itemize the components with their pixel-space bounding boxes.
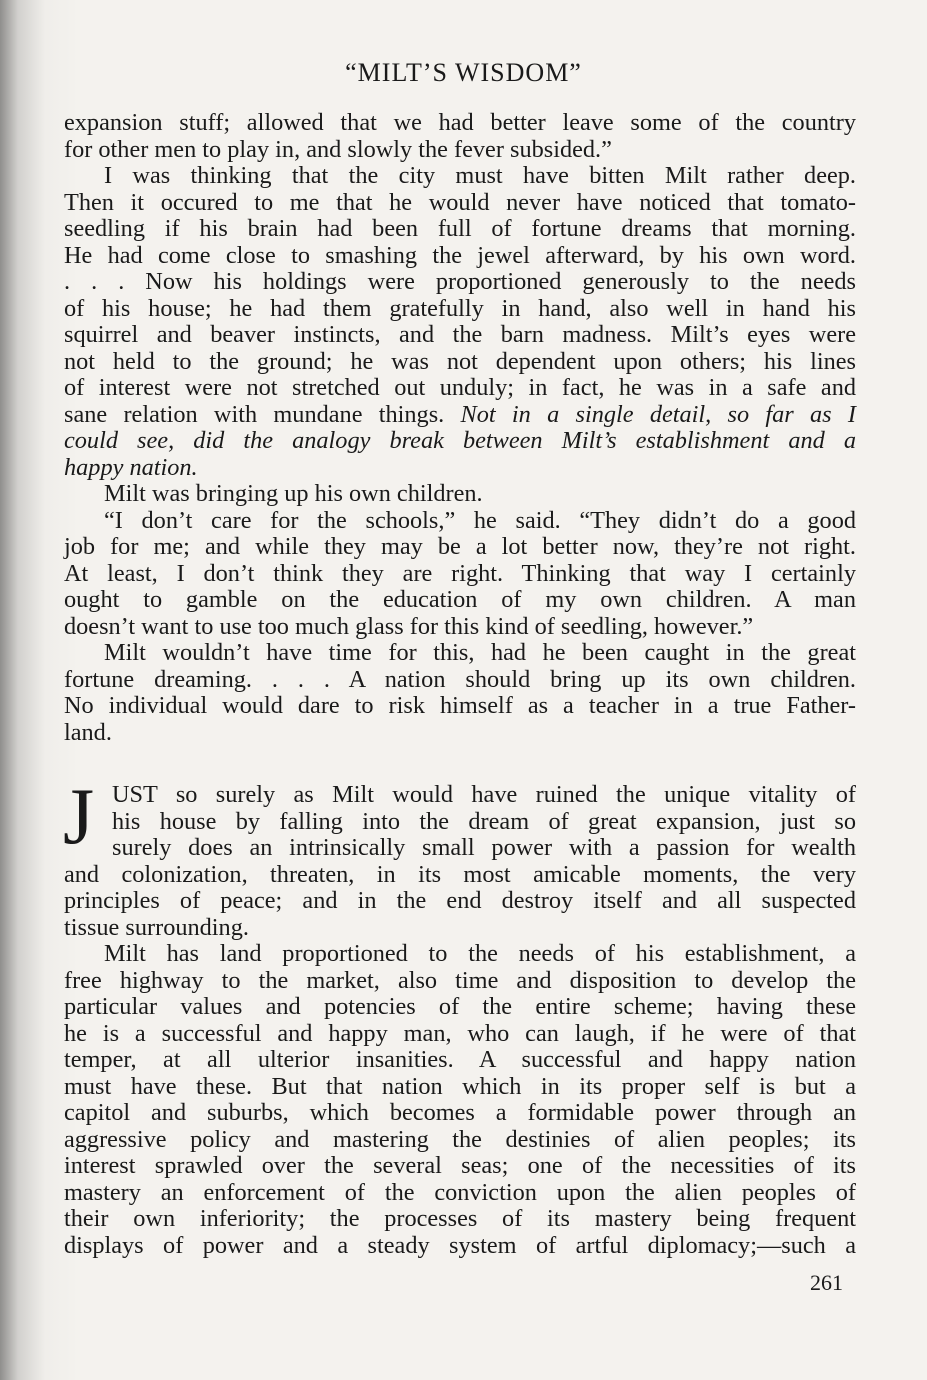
text-line (64, 402, 856, 429)
text-line: of interest were not stretched out unduly; in fact, he was in a safe and (64, 374, 856, 401)
text-line: he is a successful and happy man, who can laugh, if he were of that (64, 1019, 856, 1047)
paragraph (64, 640, 856, 746)
text-line: UST so surely as Milt would have ruined the unique vitality of (112, 781, 856, 808)
text-line: for other men to play in, and slowly the fever subsided.” (64, 135, 612, 163)
section-break (64, 746, 856, 782)
text-line: of his house; he had them gratefully in hand, also well in hand his (64, 294, 856, 322)
text-line: expansion stuff; allowed that we had better leave some of the country (64, 109, 856, 136)
text-line: free highway to the market, also time and disposition to develop the (64, 966, 856, 994)
italic-line: could see, did the analogy break between Milt’s establishment and a (64, 427, 856, 454)
text-line: “I don’t care for the schools,” he said. “They didn’t do a good (104, 506, 856, 534)
text-line: squirrel and beaver instincts, and the barn madness. Milt’s eyes were (64, 321, 856, 348)
italic-line: happy nation. (64, 453, 198, 481)
text-line: mastery an enforcement of the conviction upon the alien peoples of (64, 1178, 856, 1206)
text-line: . . . Now his holdings were proportioned generously to the needs (64, 268, 856, 295)
paragraph (64, 941, 856, 1259)
paragraph (64, 110, 856, 163)
text-line: He had come close to smashing the jewel afterward, by his own word. (64, 241, 856, 269)
text-line: seedling if his brain had been full of fortune dreams that morning. (64, 215, 856, 242)
text-line: At least, I don’t think they are right. Thinking that way I certainly (64, 559, 856, 587)
text-line: and colonization, threaten, in its most amicable moments, the very (64, 860, 856, 888)
body-text (64, 110, 856, 1259)
text-line: particular values and potencies of the entire scheme; having these (64, 993, 856, 1020)
italic-segment: Not in a single detail, so far as I (460, 400, 856, 428)
paragraph (63, 773, 856, 941)
roman-segment: sane relation with mundane things. (64, 400, 445, 428)
text-line: Milt has land proportioned to the needs of his establishment, a (104, 940, 856, 967)
paragraph (64, 508, 856, 641)
paragraph (64, 481, 856, 508)
text-line: job for me; and while they may be a lot better now, they’re not right. (64, 533, 856, 560)
text-line: principles of peace; and in the end destroy itself and all suspected (64, 887, 856, 914)
text-line: must have these. But that nation which in its proper self is but a (64, 1072, 856, 1100)
text-line: Milt was bringing up his own children. (104, 480, 483, 507)
text-line: Milt wouldn’t have time for this, had he been caught in the great (104, 639, 856, 666)
text-line: ought to gamble on the education of my own children. A man (64, 586, 856, 613)
text-line: No individual would dare to risk himself as a teacher in a true Father- (64, 692, 856, 719)
text-line: surely does an intrinsically small power with a passion for wealth (112, 834, 856, 861)
text-line: tissue surrounding. (64, 913, 249, 941)
text-line: fortune dreaming. . . . A nation should bring up its own children. (64, 665, 856, 693)
text-line: not held to the ground; he was not dependent upon others; his lines (64, 347, 856, 375)
text-line: temper, at all ulterior insanities. A successful and happy nation (64, 1046, 856, 1073)
text-line: I was thinking that the city must have bitten Milt rather deep. (104, 162, 856, 189)
text-line: interest sprawled over the several seas; one of the necessities of its (64, 1152, 856, 1179)
drop-cap: J (63, 773, 95, 861)
text-line: doesn’t want to use too much glass for this kind of seedling, however.” (64, 612, 754, 640)
text-line: their own inferiority; the processes of its mastery being frequent (64, 1205, 856, 1232)
page-number: 261 (810, 1270, 843, 1295)
text-line: aggressive policy and mastering the destinies of alien peoples; its (64, 1125, 856, 1153)
text-line: his house by falling into the dream of great expansion, just so (112, 807, 856, 835)
text-line: Then it occured to me that he would never have noticed that tomato- (64, 188, 856, 216)
text-line: displays of power and a steady system of artful diplomacy;—such a (64, 1231, 856, 1259)
paragraph (64, 163, 856, 481)
running-title: “MILT’S WISDOM” (345, 58, 582, 87)
text-line: land. (64, 718, 112, 746)
text-line: capitol and suburbs, which becomes a formidable power through an (64, 1099, 856, 1126)
